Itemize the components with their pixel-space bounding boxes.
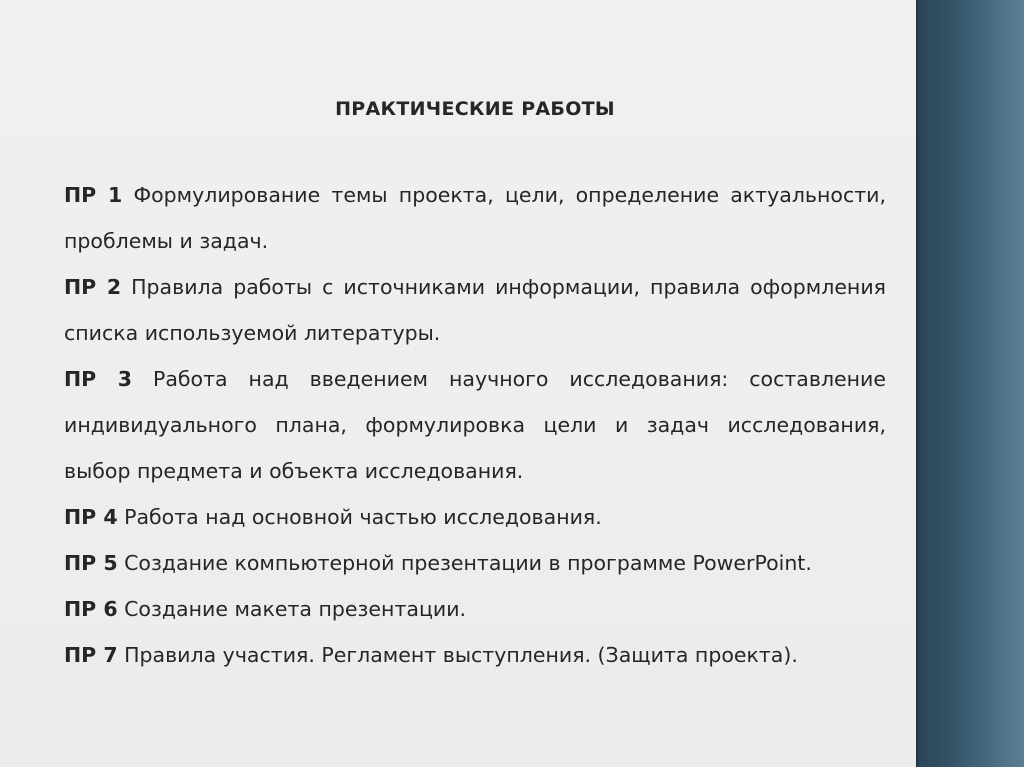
list-item	[64, 172, 886, 264]
side-band-shadow	[916, 0, 920, 767]
item-code: ПР 5	[64, 551, 118, 575]
item-text: Формулирование темы проекта, цели, определение актуальности, проблемы и задач.	[64, 183, 887, 253]
list-item	[64, 494, 886, 540]
list-item	[64, 264, 886, 356]
item-code: ПР 1	[64, 183, 123, 207]
item-text: Работа над основной частью исследования.	[117, 505, 602, 529]
list-item	[64, 356, 886, 494]
side-decoration-band	[916, 0, 1024, 767]
item-text: Создание макета презентации.	[117, 597, 467, 621]
item-code: ПР 2	[64, 275, 122, 299]
list-item	[64, 632, 886, 678]
item-text: Работа над введением научного исследования: составление индивидуального плана, формулировка цели и задач исследования, выбор предмета и объекта исследования.	[64, 367, 886, 483]
item-text: Правила работы с источниками информации, правила оформления списка используемой литературы.	[64, 275, 886, 345]
item-code: ПР 4	[64, 505, 118, 529]
list-item	[64, 586, 886, 632]
item-code: ПР 7	[64, 643, 118, 667]
item-code: ПР 3	[64, 367, 133, 391]
item-text: Правила участия. Регламент выступления. (Защита проекта).	[117, 643, 798, 667]
list-item	[64, 540, 886, 586]
item-code: ПР 6	[64, 597, 118, 621]
practical-works-list	[64, 172, 886, 678]
slide-content	[64, 96, 886, 678]
item-text: Создание компьютерной презентации в программе PowerPoint.	[117, 551, 812, 575]
slide-title: ПРАКТИЧЕСКИЕ РАБОТЫ	[335, 98, 615, 120]
